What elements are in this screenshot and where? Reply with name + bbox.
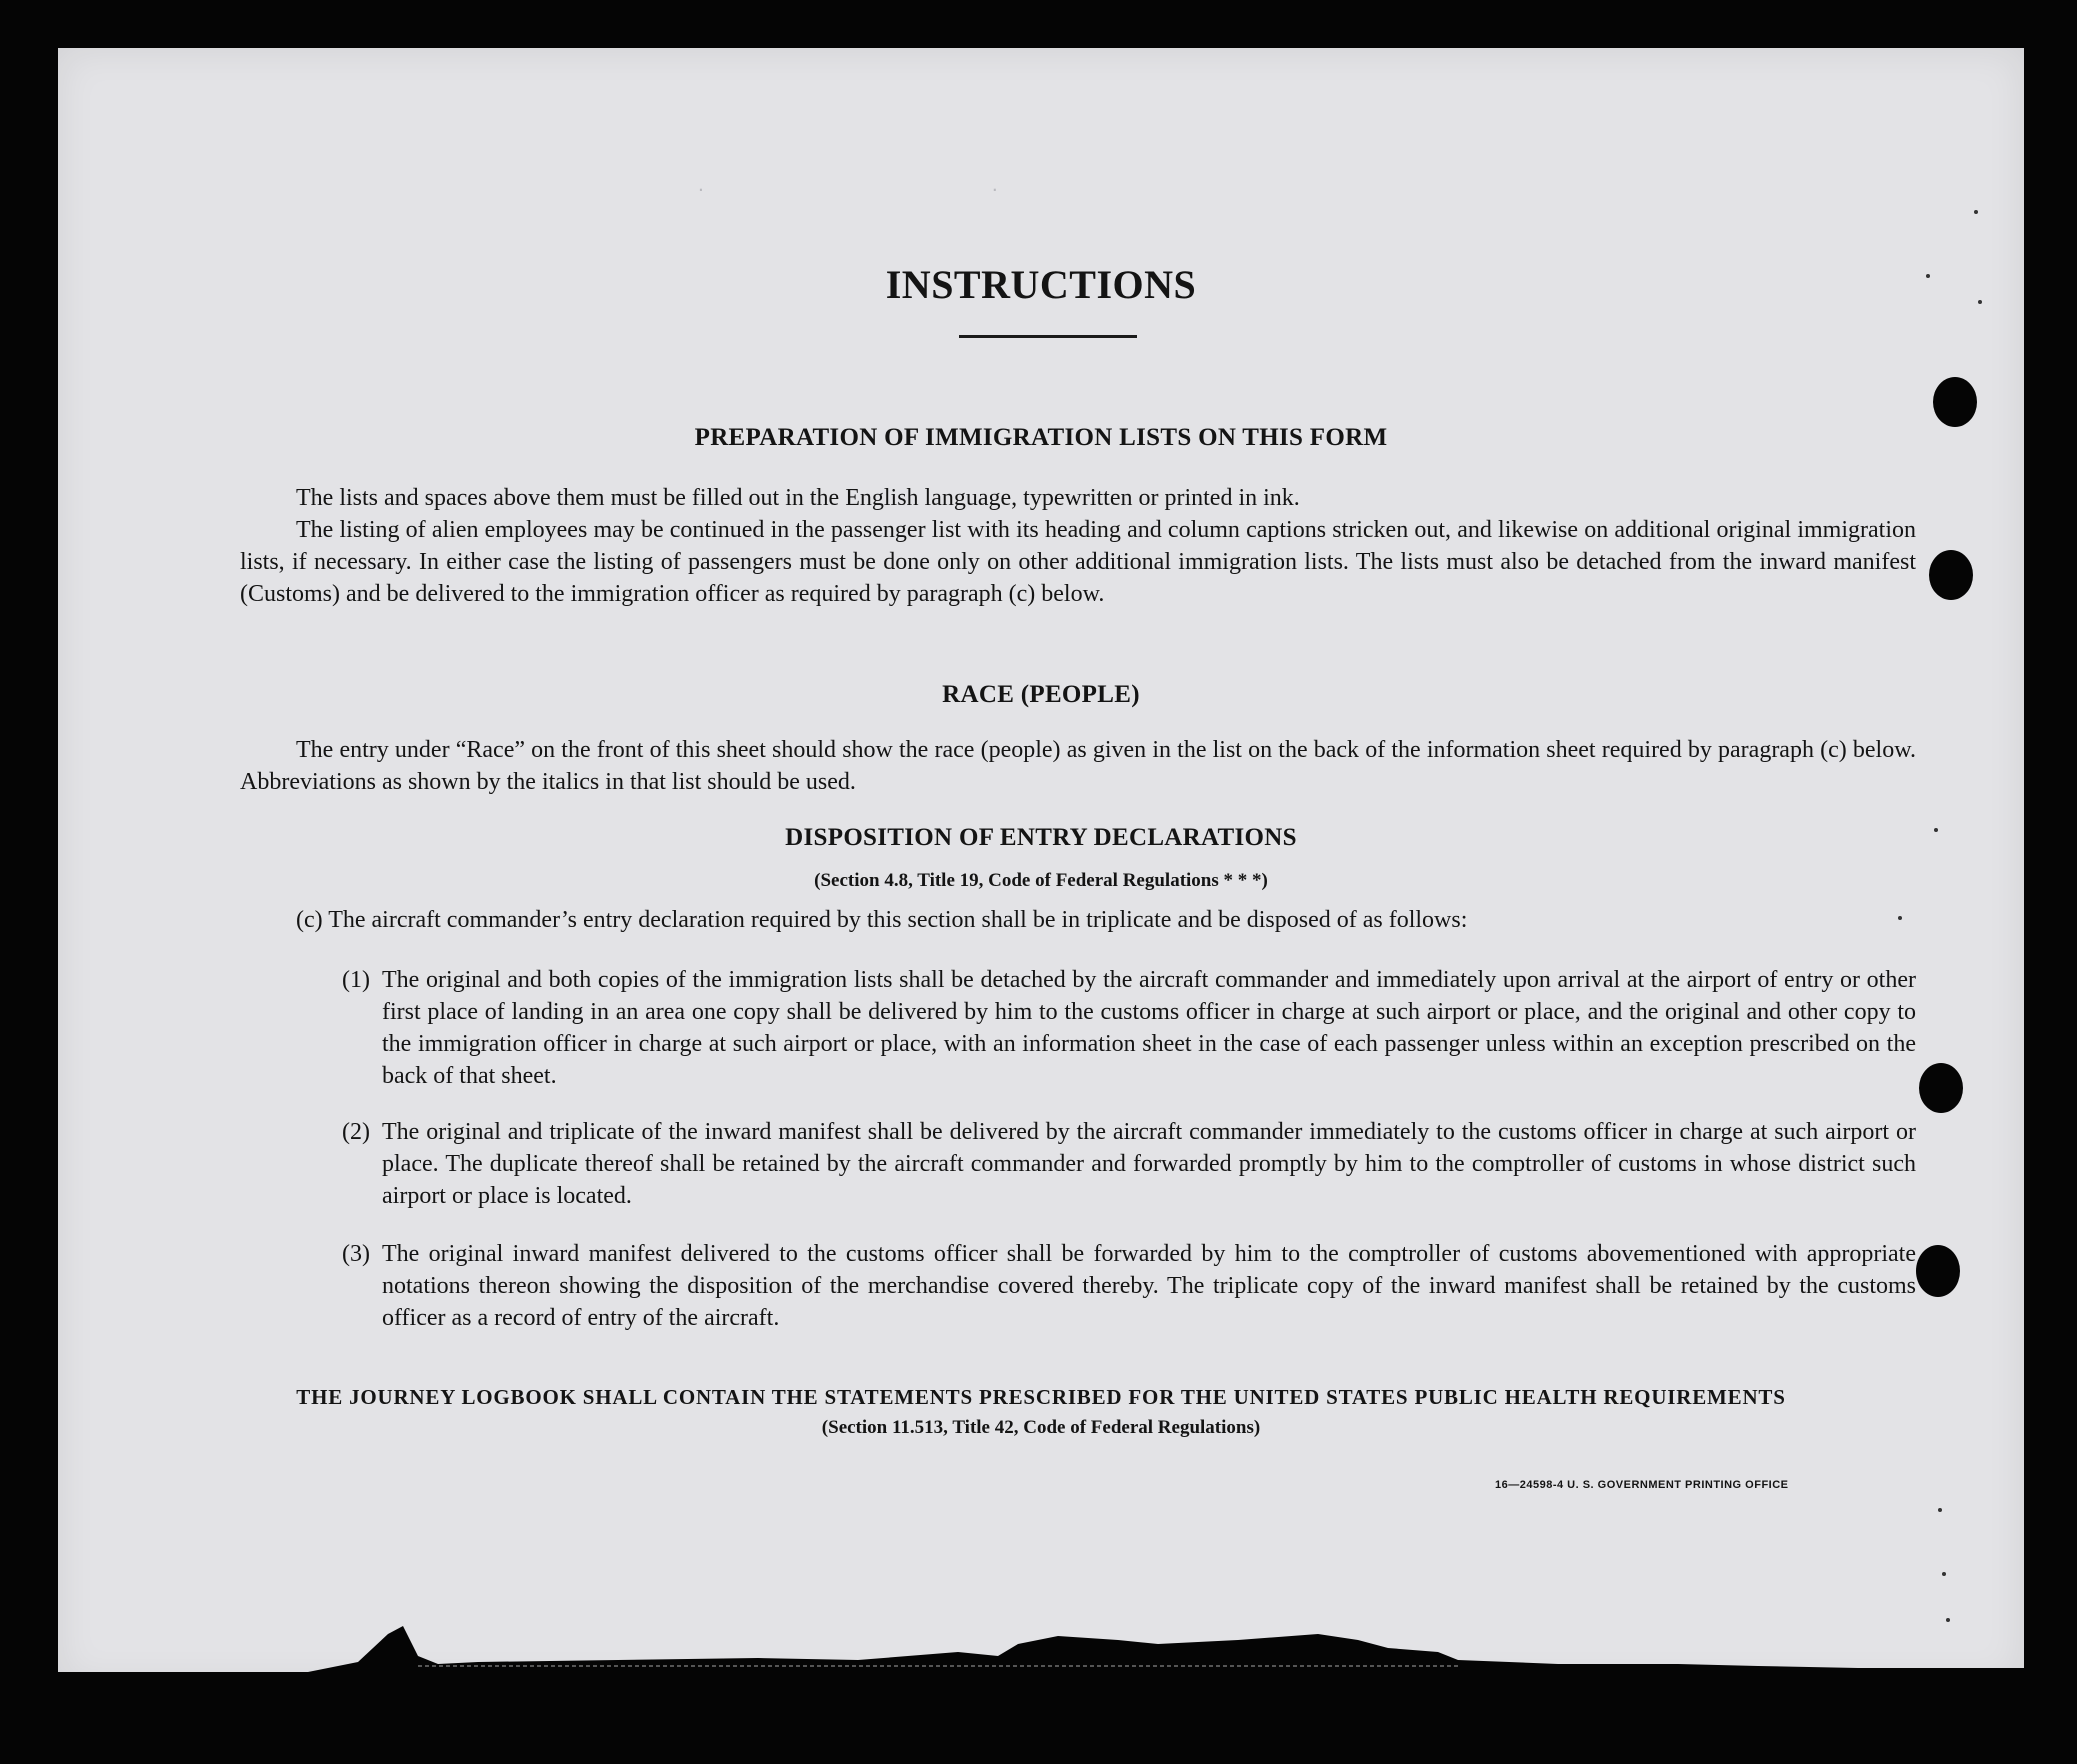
- punch-hole: [1929, 550, 1973, 600]
- section-preparation-body: [240, 482, 1916, 610]
- list-item-text: The original and both copies of the immigration lists shall be detached by the aircraft commander and immediately upon arrival at the airport of entry or other first place of landing in an area one copy shall be delivered by him to the customs officer in charge at such airport or place, and the original and other copy to the immigration officer in charge at such airport or place, with an information sheet in the case of each passenger unless within an exception prescribed on the back of that sheet.: [382, 967, 1916, 1089]
- document-page: [58, 48, 2024, 1684]
- list-item-text: The original and triplicate of the inward manifest shall be delivered by the aircraft commander immediately to the customs officer in charge at such airport or place. The duplicate thereof shall be retained by the aircraft commander and forwarded promptly by him to the comptroller of customs in whose district such airport or place is located.: [382, 1119, 1916, 1209]
- speck: [1934, 828, 1938, 832]
- torn-edge: [58, 1604, 2024, 1684]
- bleed-through-marks: . .: [698, 173, 999, 196]
- speck: [1978, 300, 1982, 304]
- list-item-number: (2): [342, 1119, 370, 1145]
- paragraph-english-language: The lists and spaces above them must be filled out in the English language, typewritten or printed in ink.: [296, 485, 1300, 511]
- paragraph-alien-employees: The listing of alien employees may be continued in the passenger list with its heading and column captions stricken out, and likewise on additional original immigration lists, if necessary. In either case the listing of passengers must be done only on other additional immigration lists. The lists must also be detached from the inward manifest (Customs) and be delivered to the immigration officer as required by paragraph (c) below.: [240, 517, 1916, 607]
- disposition-citation: (Section 4.8, Title 19, Code of Federal Regulations * * *): [814, 870, 1268, 891]
- punch-hole: [1933, 377, 1977, 427]
- list-item-text: The original inward manifest delivered to the customs officer shall be forwarded by him to the comptroller of customs abovementioned with appropriate notations thereon showing the disposition of the merchandise covered thereby. The triplicate copy of the inward manifest shall be retained by the customs officer as a record of entry of the aircraft.: [382, 1241, 1916, 1331]
- section-race-body: [240, 734, 1916, 798]
- printing-office-code: 16—24598-4 U. S. GOVERNMENT PRINTING OFFICE: [1495, 1479, 1789, 1491]
- footer-heading: THE JOURNEY LOGBOOK SHALL CONTAIN THE STATEMENTS PRESCRIBED FOR THE UNITED STATES PUBLIC HEALTH REQUIREMENTS: [296, 1385, 1786, 1409]
- section-heading-race: RACE (PEOPLE): [942, 681, 1140, 708]
- title-divider: [959, 335, 1137, 338]
- list-item: [342, 1116, 1916, 1212]
- footer-citation: (Section 11.513, Title 42, Code of Federal Regulations): [821, 1417, 1261, 1438]
- section-heading-preparation: PREPARATION OF IMMIGRATION LISTS ON THIS FORM: [694, 424, 1388, 451]
- page-title: INSTRUCTIONS: [885, 262, 1197, 307]
- disposition-intro: (c) The aircraft commander’s entry declaration required by this section shall be in triplicate and be disposed of as follows:: [296, 907, 1468, 933]
- punch-hole: [1916, 1245, 1960, 1297]
- list-item-number: (3): [342, 1241, 370, 1267]
- speck: [1926, 274, 1930, 278]
- speck: [1942, 1572, 1946, 1576]
- paragraph-race-entry: The entry under “Race” on the front of this sheet should show the race (people) as given in the list on the back of the information sheet required by paragraph (c) below. Abbreviations as shown by the italics in that list should be used.: [240, 737, 1916, 795]
- speck: [1898, 916, 1902, 920]
- punch-hole: [1919, 1063, 1963, 1113]
- list-item: [342, 964, 1916, 1092]
- section-heading-disposition: DISPOSITION OF ENTRY DECLARATIONS: [785, 824, 1297, 851]
- speck: [1938, 1508, 1942, 1512]
- list-item: [342, 1238, 1916, 1334]
- speck: [1974, 210, 1978, 214]
- list-item-number: (1): [342, 967, 370, 993]
